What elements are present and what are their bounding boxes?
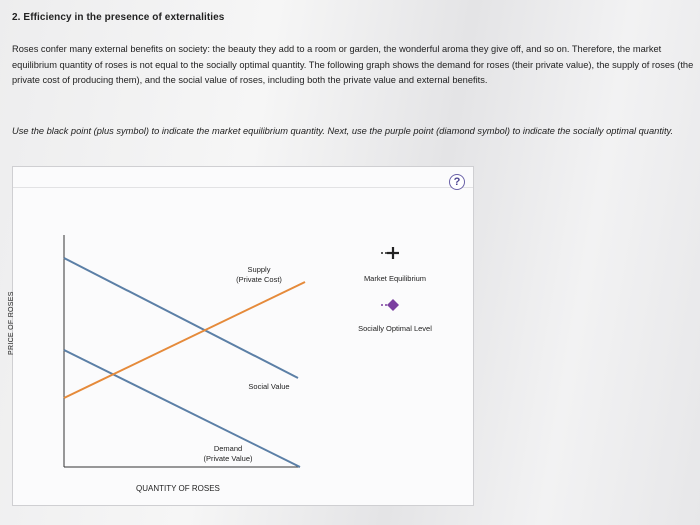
social-value-label: Social Value xyxy=(248,382,290,391)
market-equilibrium-tool[interactable] xyxy=(381,247,399,259)
demand-label xyxy=(192,444,264,464)
question-instruction: Use the black point (plus symbol) to indicate the market equilibrium quantity. Next, use the purple point (diamond symbol) to indicate the socially optimal quantity. xyxy=(12,126,674,136)
socially-optimal-tool[interactable] xyxy=(381,299,399,311)
demand-curve[interactable] xyxy=(64,350,300,467)
supply-label-line1: Supply xyxy=(247,265,271,274)
supply-curve[interactable] xyxy=(64,282,305,398)
demand-label-line2: (Private Value) xyxy=(203,454,253,463)
y-axis-label: PRICE OF ROSES xyxy=(8,291,15,355)
market-equilibrium-label: Market Equilibrium xyxy=(363,274,427,283)
question-heading: 2. Efficiency in the presence of externalities xyxy=(12,12,225,23)
supply-label-line2: (Private Cost) xyxy=(236,275,282,284)
demand-label-line1: Demand xyxy=(213,444,243,453)
socially-optimal-label: Socially Optimal Level xyxy=(358,324,432,333)
question-intro: Roses confer many external benefits on society: the beauty they add to a room or garden, the wonderful aroma they give off, and so on. Therefore, the market equilibrium quantity of roses is not equal to the socially optimal quantity. The following graph shows the demand for roses (their private value), the supply of roses (the private cost of producing them), and the social value of roses, including both the private value and external benefits. xyxy=(12,44,694,85)
supply-label xyxy=(224,265,294,285)
help-button[interactable]: ? xyxy=(449,174,465,190)
x-axis-label: QUANTITY OF ROSES xyxy=(136,484,220,493)
